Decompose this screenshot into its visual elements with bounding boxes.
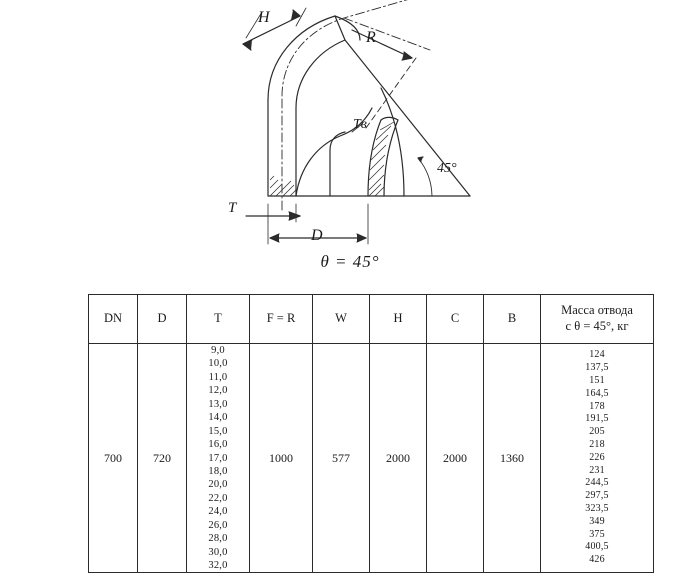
t-value-7: 16,0 xyxy=(208,439,228,451)
t-value-12: 24,0 xyxy=(208,506,228,518)
mass-value-8: 226 xyxy=(589,451,605,463)
cell-h: 2000 xyxy=(370,344,427,573)
header-d: D xyxy=(138,295,187,344)
mass-value-9: 231 xyxy=(589,464,605,476)
mass-value-15: 400,5 xyxy=(585,541,609,553)
t-value-10: 20,0 xyxy=(208,479,228,491)
mass-value-16: 426 xyxy=(589,554,605,566)
cell-mass-list xyxy=(541,344,654,573)
mass-value-12: 323,5 xyxy=(585,503,609,514)
label-r: R xyxy=(366,29,376,46)
t-value-0: 9,0 xyxy=(211,345,225,356)
t-value-15: 30,0 xyxy=(208,546,228,558)
label-h: H xyxy=(258,9,270,26)
t-value-5: 14,0 xyxy=(208,412,228,424)
mass-value-11: 297,5 xyxy=(585,490,609,502)
label-angle-45: 45° xyxy=(437,161,457,176)
cell-w: 577 xyxy=(313,344,370,573)
label-tv: Tв xyxy=(353,117,367,132)
header-mass xyxy=(541,295,654,344)
header-w: W xyxy=(313,295,370,344)
t-value-16: 32,0 xyxy=(208,560,228,571)
t-value-14: 28,0 xyxy=(208,533,228,545)
t-value-8: 17,0 xyxy=(208,452,228,464)
table-row xyxy=(89,344,654,573)
t-value-11: 22,0 xyxy=(208,492,228,504)
t-value-1: 10,0 xyxy=(208,358,228,370)
header-f-r: F = R xyxy=(250,295,313,344)
mass-value-0: 124 xyxy=(589,349,605,361)
cell-dn: 700 xyxy=(89,344,138,573)
header-mass-line2: с θ = 45°, кг xyxy=(565,319,629,333)
mass-value-14: 375 xyxy=(589,528,605,540)
header-b: B xyxy=(484,295,541,344)
table-header-row xyxy=(89,295,654,344)
label-d: D xyxy=(311,227,323,244)
label-t: T xyxy=(228,200,237,216)
mass-value-10: 244,5 xyxy=(585,477,609,489)
mass-value-13: 349 xyxy=(589,515,605,527)
mass-value-1: 137,5 xyxy=(585,362,609,374)
header-t: T xyxy=(187,295,250,344)
specification-table xyxy=(88,294,654,573)
cell-c: 2000 xyxy=(427,344,484,573)
header-dn: DN xyxy=(89,295,138,344)
mass-value-6: 205 xyxy=(589,426,605,438)
cell-d: 720 xyxy=(138,344,187,573)
t-value-3: 12,0 xyxy=(208,385,228,397)
header-mass-line1: Масса отвода xyxy=(561,303,633,318)
header-c: C xyxy=(427,295,484,344)
mass-value-3: 164,5 xyxy=(585,387,609,399)
mass-value-4: 178 xyxy=(589,400,605,412)
mass-value-2: 151 xyxy=(589,375,605,387)
theta-caption: θ = 45° xyxy=(320,252,380,271)
t-value-4: 13,0 xyxy=(208,398,228,410)
t-value-13: 26,0 xyxy=(208,519,228,531)
t-value-6: 15,0 xyxy=(208,425,228,437)
mass-value-7: 218 xyxy=(589,439,605,451)
mass-values-stack xyxy=(541,349,653,567)
cell-b: 1360 xyxy=(484,344,541,573)
cell-f-r: 1000 xyxy=(250,344,313,573)
t-values-stack xyxy=(187,344,249,572)
cell-t-list xyxy=(187,344,250,573)
header-h: H xyxy=(370,295,427,344)
mass-value-5: 191,5 xyxy=(585,413,609,425)
t-value-9: 18,0 xyxy=(208,465,228,477)
t-value-2: 11,0 xyxy=(208,371,228,383)
